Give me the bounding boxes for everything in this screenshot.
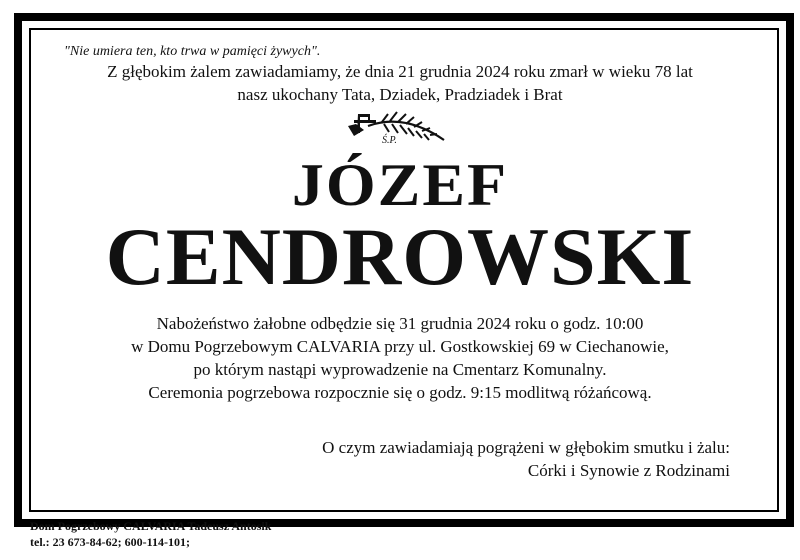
deceased-last-name: CENDROWSKI (105, 211, 695, 302)
deceased-first-name: JÓZEF (291, 150, 509, 219)
announcement-line-2: nasz ukochany Tata, Dziadek, Pradziadek i Brat (237, 85, 563, 104)
service-line-1: Nabożeństwo żałobne odbędzie się 31 grudnia 2024 roku o godz. 10:00 (156, 314, 644, 333)
service-line-2: w Domu Pogrzebowym CALVARIA przy ul. Gostkowskiej 69 w Ciechanowie, (131, 337, 669, 356)
memorial-quote: "Nie umiera ten, kto trwa w pamięci żywych". (64, 44, 321, 59)
family-line-2: Córki i Synowie z Rodzinami (527, 461, 730, 480)
family-line-1: O czym zawiadamiają pogrążeni w głębokim smutku i żalu: (322, 438, 730, 457)
sp-abbreviation: Ś.P. (382, 135, 397, 146)
funeral-home-phone: tel.: 23 673-84-62; 600-114-101; (30, 535, 190, 549)
funeral-home-name: Dom Pogrzebowy CALVARIA Tadeusz Antosik (30, 519, 272, 533)
service-line-3: po którym nastąpi wyprowadzenie na Cmentarz Komunalny. (193, 360, 607, 379)
announcement-line-1: Z głębokim żalem zawiadamiamy, że dnia 21 grudnia 2024 roku zmarł w wieku 78 lat (107, 62, 693, 81)
service-line-4: Ceremonia pogrzebowa rozpocznie się o godz. 9:15 modlitwą różańcową. (148, 383, 652, 402)
